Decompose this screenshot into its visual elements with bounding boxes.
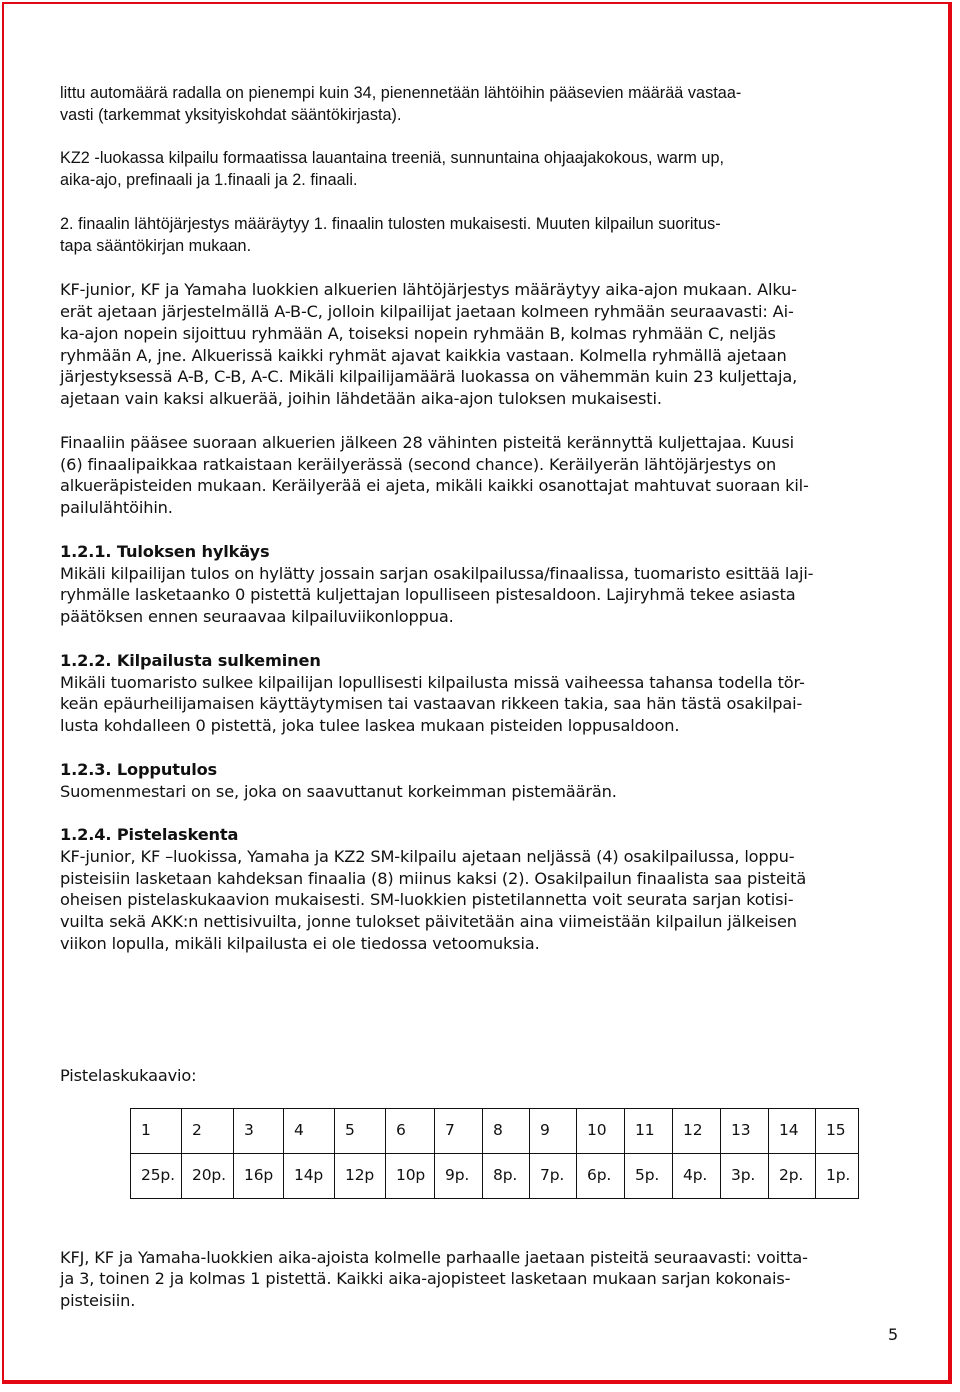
table-cell: 15 xyxy=(816,1108,859,1153)
table-cell: 6p. xyxy=(577,1153,625,1198)
table-cell: 4p. xyxy=(673,1153,721,1198)
table-cell: 8 xyxy=(483,1108,530,1153)
table-cell: 5p. xyxy=(625,1153,673,1198)
table-cell: 14 xyxy=(769,1108,816,1153)
table-cell: 1 xyxy=(131,1108,182,1153)
positions-row xyxy=(131,1108,859,1153)
section-kilpailusta-sulkeminen: 1.2.2. Kilpailusta sulkeminen Mikäli tuomaristo sulkee kilpailijan lopullisesti kilpailusta missä vaiheessa tahansa todella tör- keän epäurheilijamaisen käyttäytymisen tai vastaavan rikkeen takia, saa hän tästä osakilpai- lusta kohdalleen 0 pistettä, joka tulee laskea mukaan pisteiden loppusaldoon. xyxy=(60,650,905,737)
paragraph-1: littu automäärä radalla on pienempi kuin 34, pienennetään lähtöihin pääsevien määrää vastaa- vasti (tarkemmat yksityiskohdat sääntökirjasta). xyxy=(60,84,742,124)
table-cell: 12p xyxy=(335,1153,386,1198)
paragraph-3: 2. finaalin lähtöjärjestys määräytyy 1. finaalin tulosten mukaisesti. Muuten kilpailun suoritus- tapa sääntökirjan mukaan. xyxy=(60,214,721,255)
paragraph-6: KFJ, KF ja Yamaha-luokkien aika-ajoista kolmelle parhaalle jaetaan pisteitä seuraavasti: voitta- ja 3, toinen 2 ja kolmas 1 pistettä. Kaikki aika-ajopisteet lasketaan mukaan sarjan kokonais- pisteisiin. xyxy=(60,1247,808,1311)
table-caption: Pistelaskukaavio: xyxy=(60,1065,197,1085)
section-heading: 1.2.4. Pistelaskenta xyxy=(60,825,239,845)
section-heading: 1.2.2. Kilpailusta sulkeminen xyxy=(60,650,321,670)
paragraph-2: KZ2 -luokassa kilpailu formaatissa lauantaina treeniä, sunnuntaina ohjaajakokous, warm up, aika-ajo, prefinaali ja 1.finaali ja 2. finaali. xyxy=(60,149,725,190)
table-cell: 2 xyxy=(182,1108,234,1153)
table-cell: 2p. xyxy=(769,1153,816,1198)
table-cell: 8p. xyxy=(483,1153,530,1198)
table-cell: 10p xyxy=(386,1153,435,1198)
points-table xyxy=(130,1108,859,1199)
table-cell: 13 xyxy=(721,1108,769,1153)
table-cell: 10 xyxy=(577,1108,625,1153)
page-number: 5 xyxy=(888,1325,899,1344)
table-cell: 9 xyxy=(530,1108,577,1153)
table-cell: 25p. xyxy=(131,1153,182,1198)
table-cell: 7 xyxy=(435,1108,483,1153)
table-cell: 3 xyxy=(234,1108,284,1153)
table-cell: 20p. xyxy=(182,1153,234,1198)
section-pistelaskenta: 1.2.4. Pistelaskenta KF-junior, KF –luokissa, Yamaha ja KZ2 SM-kilpailu ajetaan neljässä (4) osakilpailussa, loppu- pisteisiin lasketaan kahdeksan finaalia (8) miinus kaksi (2). Osakilpailun finaalista saa pisteitä oheisen pistelaskukaavion mukaisesti. SM-luokkien pistetilannetta voit seurata sarjan kotisi- vuilta sekä AKK:n nettisivuilta, jonne tulokset päivitetään aina viimeistään kilpailun jälkeisen viikon lopulla, mikäli kilpailusta ei ole tiedossa vetoomuksia. xyxy=(60,824,905,955)
table-cell: 3p. xyxy=(721,1153,769,1198)
section-heading: 1.2.3. Lopputulos xyxy=(60,759,218,779)
table-cell: 11 xyxy=(625,1108,673,1153)
table-cell: 7p. xyxy=(530,1153,577,1198)
table-cell: 1p. xyxy=(816,1153,859,1198)
table-cell: 4 xyxy=(284,1108,335,1153)
table-cell: 14p xyxy=(284,1153,335,1198)
table-cell: 6 xyxy=(386,1108,435,1153)
table-cell: 16p xyxy=(234,1153,284,1198)
section-lopputulos: 1.2.3. Lopputulos Suomenmestari on se, joka on saavuttanut korkeimman pistemäärän. xyxy=(60,759,905,803)
table-cell: 12 xyxy=(673,1108,721,1153)
paragraph-5: Finaaliin pääsee suoraan alkuerien jälkeen 28 vähinten pisteitä kerännyttä kuljettajaa. Kuusi (6) finaalipaikkaa ratkaistaan keräilyerässä (second chance). Keräilyerän lähtöjärjestys on alkueräpisteiden mukaan. Keräilyerää ei ajeta, mikäli kaikki osanottajat mahtuvat suoraan kil- pailulähtöihin. xyxy=(60,432,809,518)
section-heading: 1.2.1. Tuloksen hylkäys xyxy=(60,541,270,561)
points-row xyxy=(131,1153,859,1198)
document-body xyxy=(60,83,905,1312)
paragraph-4: KF-junior, KF ja Yamaha luokkien alkuerien lähtöjärjestys määräytyy aika-ajon mukaan. Alku- erät ajetaan järjestelmällä A-B-C, jolloin kilpailijat jaetaan kolmeen ryhmään seuraavasti: Ai- ka-ajon nopein sijoittuu ryhmään A, toiseksi nopein ryhmään B, kolmas ryhmään C, neljäs ryhmään A, jne. Alkuerissä kaikki ryhmät ajavat kaikkia vastaan. Kolmella ryhmällä ajetaan järjestyksessä A-B, C-B, A-C. Mikäli kilpailijamäärä luokassa on vähemmän kuin 23 kuljettaja, ajetaan vain kaksi alkuerää, joihin lähdetään aika-ajon tuloksen mukaisesti. xyxy=(60,280,798,409)
table-cell: 9p. xyxy=(435,1153,483,1198)
table-cell: 5 xyxy=(335,1108,386,1153)
section-tuloksen-hylkays: 1.2.1. Tuloksen hylkäys Mikäli kilpailijan tulos on hylätty jossain sarjan osakilpailussa/finaalissa, tuomaristo esittää laji- ryhmälle lasketaanko 0 pistettä kuljettajan lopulliseen pistesaldoon. Lajiryhmä tekee asiasta päätöksen ennen seuraavaa kilpailuviikonloppua. xyxy=(60,541,905,628)
